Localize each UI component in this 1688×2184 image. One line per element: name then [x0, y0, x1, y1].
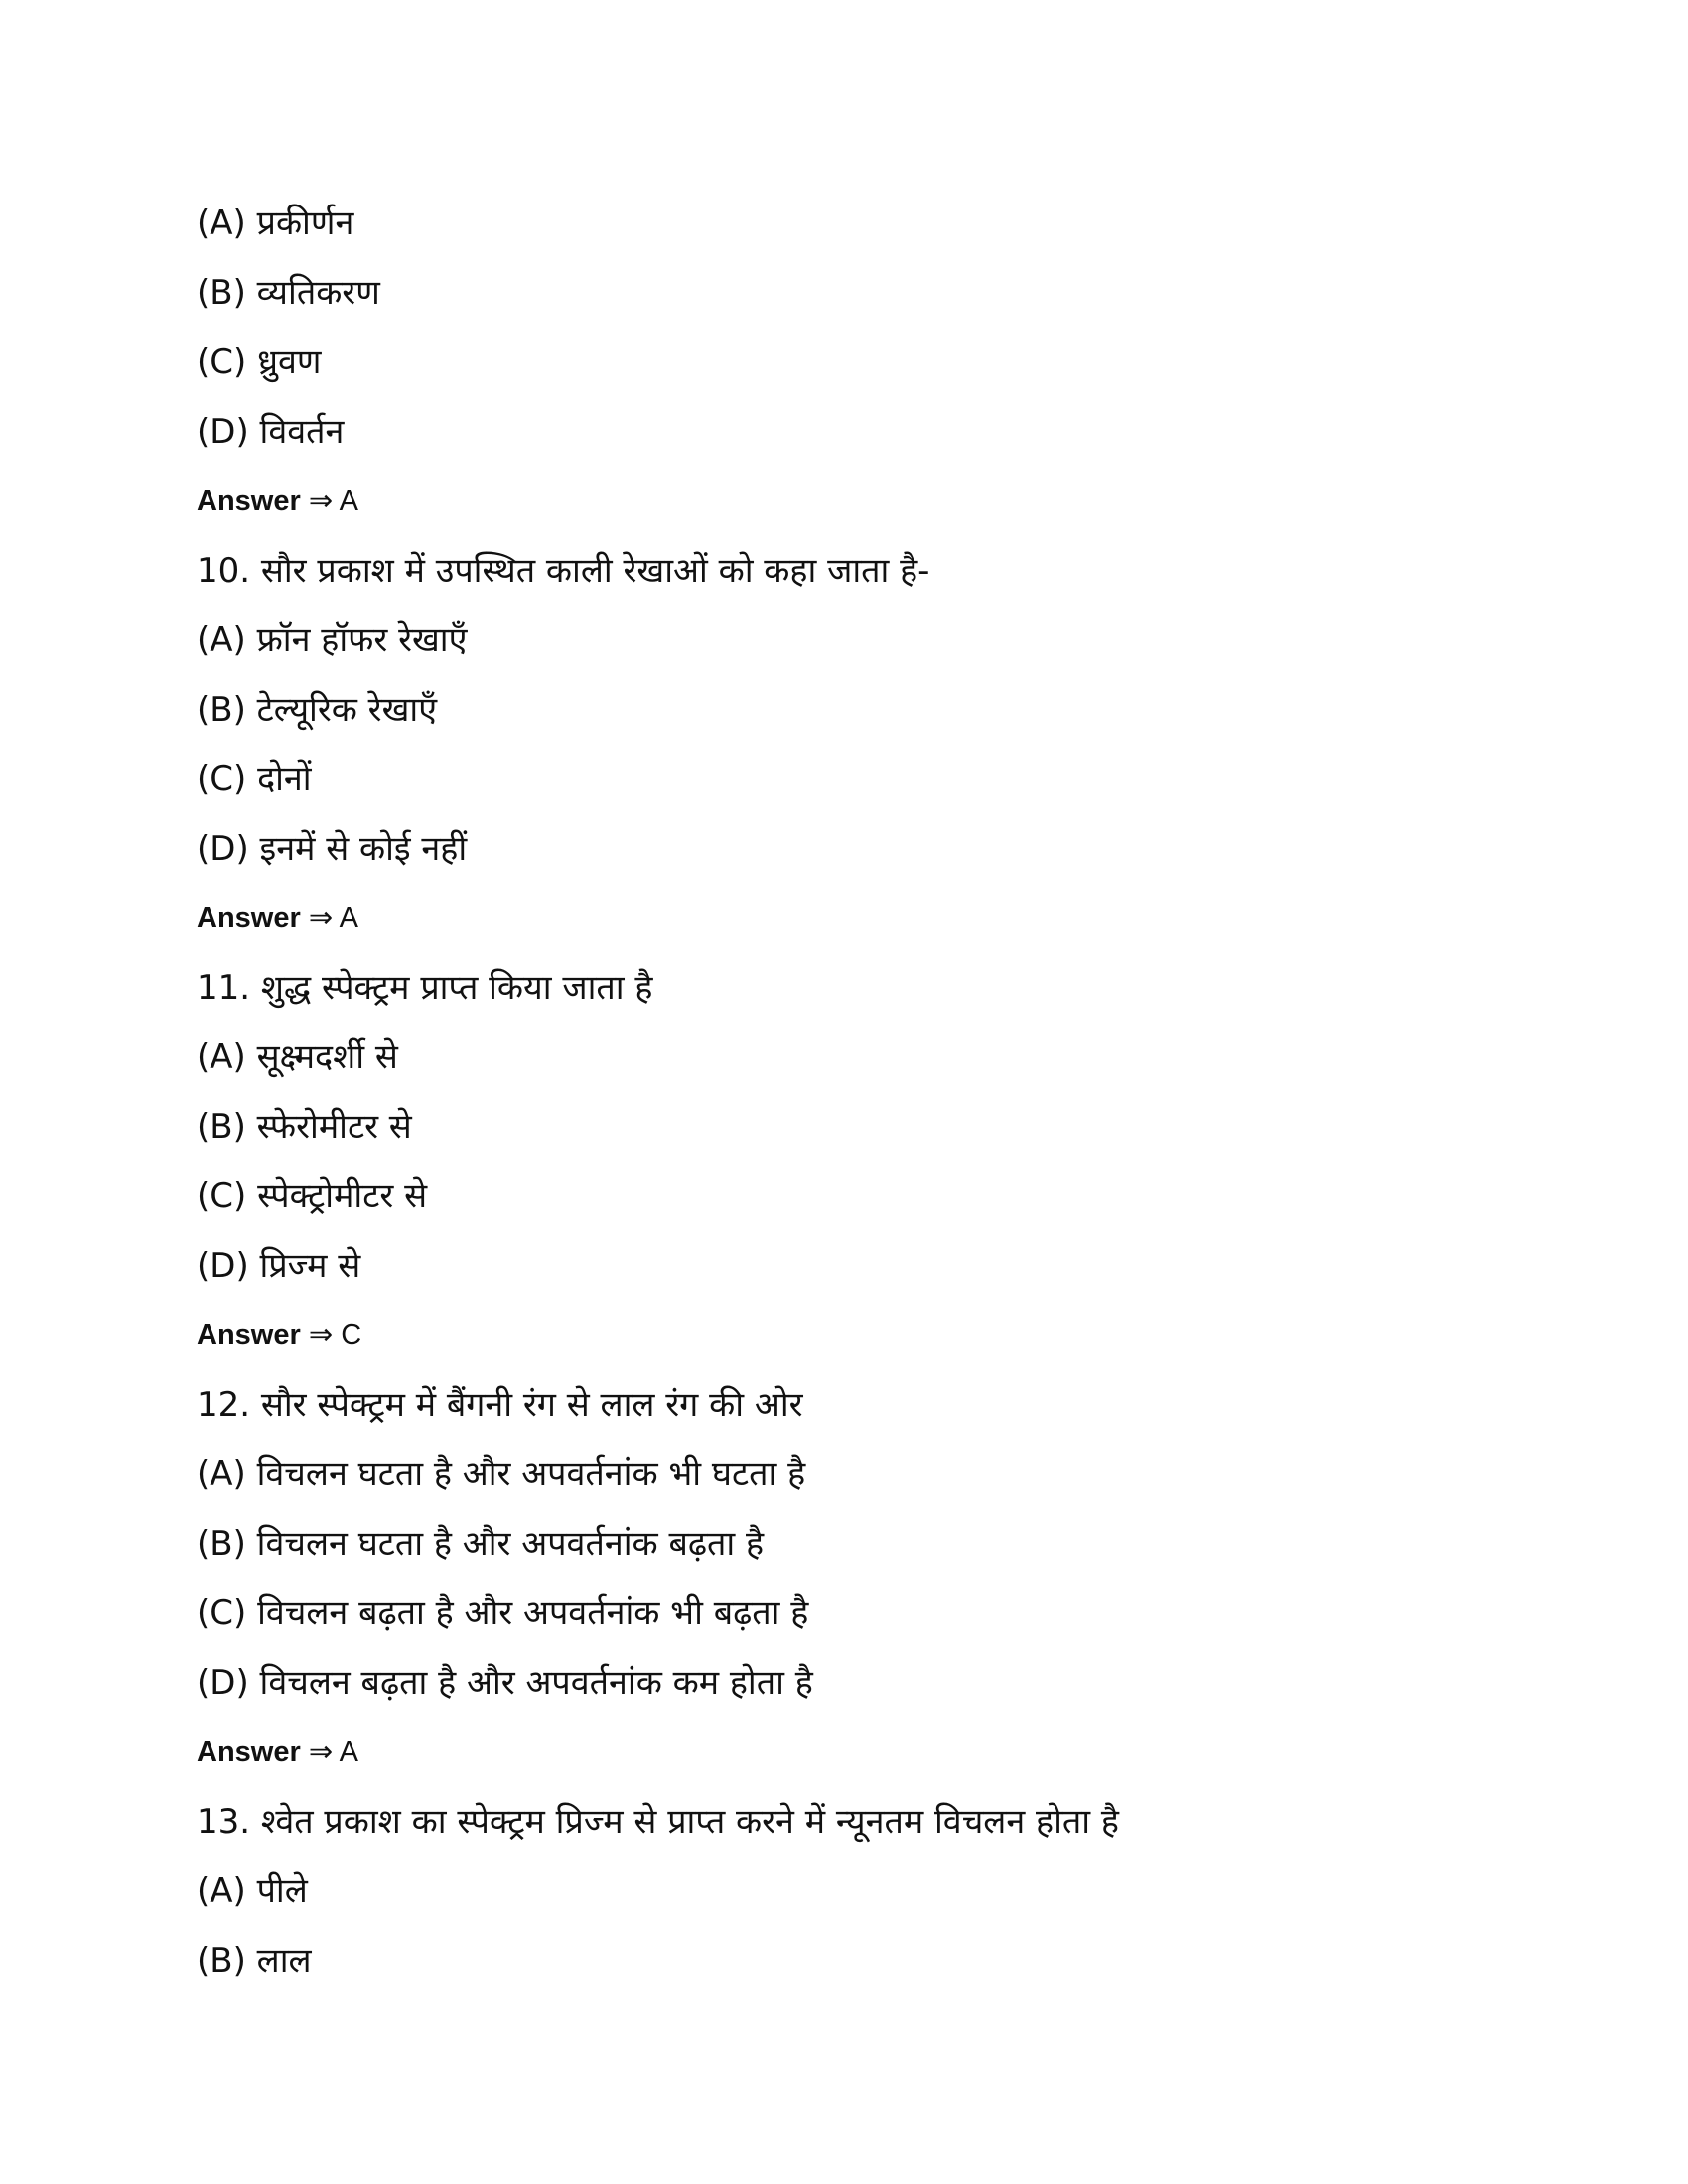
answer-value: A [339, 1736, 358, 1768]
option-line: (A) विचलन घटता है और अपवर्तनांक भी घटता है [197, 1454, 806, 1494]
answer-label: Answer [197, 1319, 301, 1351]
question-line: 10. सौर प्रकाश में उपस्थित काली रेखाओं को कहा जाता है- [197, 551, 930, 591]
option-line: (B) टेल्यूरिक रेखाएँ [197, 690, 438, 730]
option-line: (C) विचलन बढ़ता है और अपवर्तनांक भी बढ़ता है [197, 1593, 809, 1633]
arrow-icon: ⇒ [308, 1319, 334, 1351]
answer-value: C [341, 1319, 362, 1351]
option-line: (B) विचलन घटता है और अपवर्तनांक बढ़ता है [197, 1524, 765, 1564]
option-line: (B) लाल [197, 1941, 312, 1980]
arrow-icon: ⇒ [308, 1736, 334, 1768]
arrow-icon: ⇒ [308, 902, 334, 934]
option-line: (C) स्पेक्ट्रोमीटर से [197, 1176, 428, 1216]
option-line: (C) ध्रुवण [197, 342, 322, 382]
option-line: (A) फ्रॉन हॉफर रेखाएँ [197, 620, 468, 660]
option-line: (A) सूक्ष्मदर्शी से [197, 1037, 398, 1077]
answer-value: A [339, 902, 358, 934]
answer-line [197, 1300, 1487, 1370]
answer-line [197, 467, 1487, 536]
question-line: 11. शुद्ध स्पेक्ट्रम प्राप्त किया जाता है [197, 968, 653, 1008]
option-line: (A) पीले [197, 1871, 308, 1911]
option-line: (B) स्फेरोमीटर से [197, 1107, 412, 1147]
option-line: (B) व्यतिकरण [197, 273, 380, 313]
answer-label: Answer [197, 485, 301, 517]
question-line: 12. सौर स्पेक्ट्रम में बैंगनी रंग से लाल रंग की ओर [197, 1385, 803, 1425]
option-line: (D) विचलन बढ़ता है और अपवर्तनांक कम होता है [197, 1663, 813, 1703]
arrow-icon: ⇒ [308, 485, 334, 517]
answer-label: Answer [197, 902, 301, 934]
option-line: (A) प्रकीर्णन [197, 204, 354, 243]
option-line: (D) प्रिज्म से [197, 1246, 361, 1286]
question-page [197, 189, 1487, 1995]
question-line: 13. श्वेत प्रकाश का स्पेक्ट्रम प्रिज्म से प्राप्त करने में न्यूनतम विचलन होता है [197, 1802, 1119, 1842]
answer-line [197, 1717, 1487, 1787]
option-line: (D) विवर्तन [197, 412, 345, 452]
answer-line [197, 884, 1487, 953]
option-line: (D) इनमें से कोई नहीं [197, 829, 468, 869]
option-line: (C) दोनों [197, 759, 312, 799]
answer-value: A [339, 485, 358, 517]
answer-label: Answer [197, 1736, 301, 1768]
